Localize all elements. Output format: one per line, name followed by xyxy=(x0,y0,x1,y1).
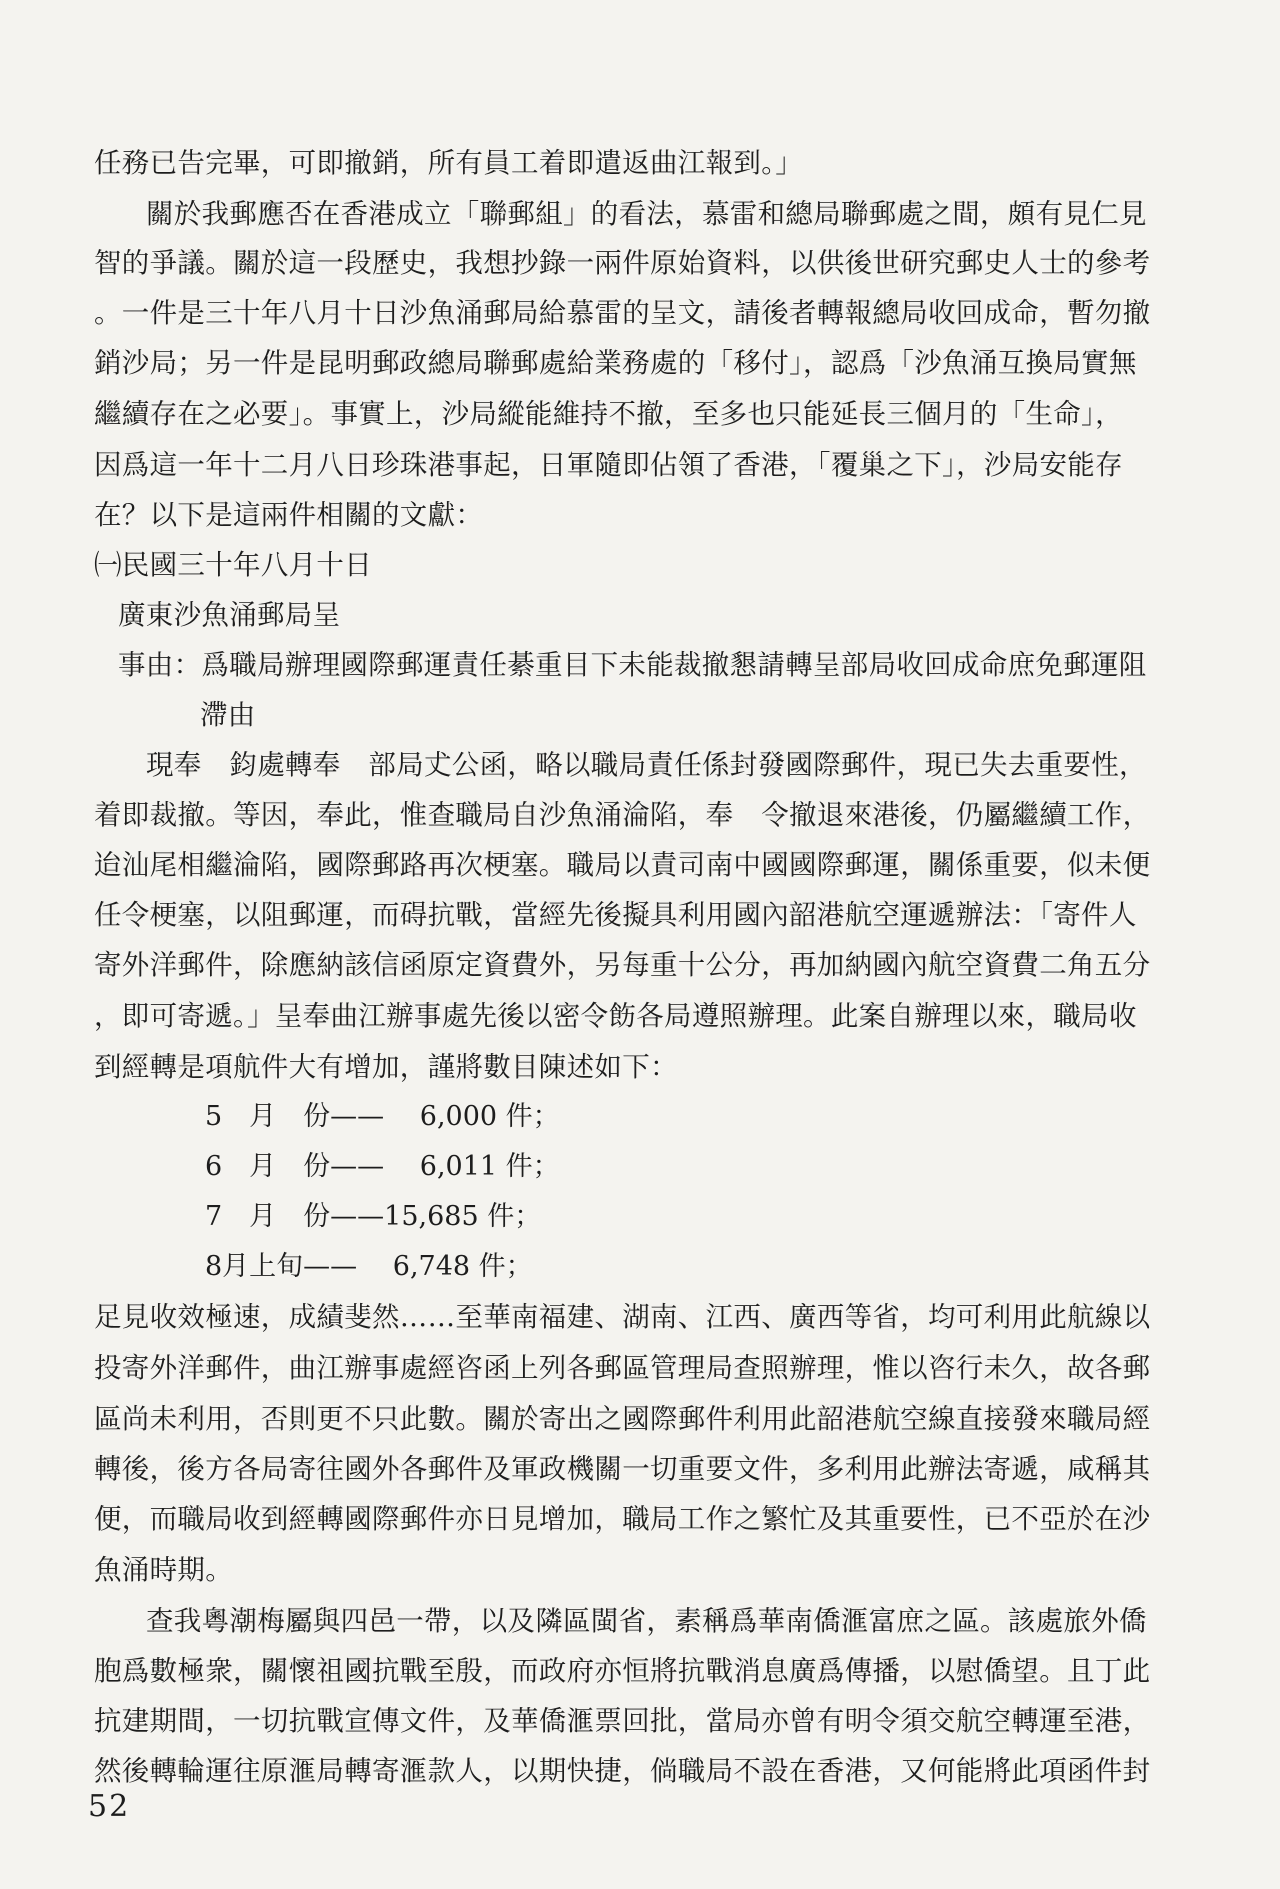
text-line: 魚涌時期。 xyxy=(94,1554,233,1586)
monthly-count: 7 月 份——15,685 件； xyxy=(205,1201,542,1232)
text-line: 到經轉是項航件大有增加，謹將數目陳述如下： xyxy=(94,1051,678,1083)
text-line: 事由：爲職局辦理國際郵運責任綦重目下未能裁撤懇請轉呈部局收回成命庶免郵運阻 xyxy=(118,649,1147,681)
text-line: ，即可寄遞。」呈奉曲江辦事處先後以密令飭各局遵照辦理。此案自辦理以來，職局收 xyxy=(94,1000,1137,1032)
text-line: 抗建期間，一切抗戰宣傳文件，及華僑滙票回批，當局亦曾有明令須交航空轉運至港， xyxy=(94,1705,1151,1737)
text-line: 着即裁撤。等因，奉此，惟查職局自沙魚涌淪陷，奉 令撤退來港後，仍屬繼續工作， xyxy=(94,799,1151,831)
text-line: 。一件是三十年八月十日沙魚涌郵局給慕雷的呈文，請後者轉報總局收回成命，暫勿撤 xyxy=(94,297,1151,329)
text-line: 關於我郵應否在香港成立「聯郵組」的看法，慕雷和總局聯郵處之間，頗有見仁見 xyxy=(146,198,1147,230)
text-line: 現奉 鈞處轉奉 部局𠀋公函，略以職局責任係封發國際郵件，現已失去重要性， xyxy=(146,749,1147,781)
text-line: 轉後，後方各局寄往國外各郵件及軍政機關一切重要文件，多利用此辦法寄遞，咸稱其 xyxy=(94,1453,1151,1485)
text-line: 任令梗塞，以阻郵運，而碍抗戰，當經先後擬具利用國內韶港航空運遞辦法：「寄件人 xyxy=(94,899,1137,931)
text-line: 滯由 xyxy=(200,699,256,731)
monthly-count: 5 月 份—— 6,000 件； xyxy=(205,1101,560,1132)
text-line: 因爲這一年十二月八日珍珠港事起，日軍隨即佔領了香港，「覆巢之下」，沙局安能存 xyxy=(94,449,1123,481)
monthly-count: 6 月 份—— 6,011 件； xyxy=(205,1151,560,1182)
text-line: 廣東沙魚涌郵局呈 xyxy=(118,599,341,631)
monthly-count: 8月上旬—— 6,748 件； xyxy=(205,1251,533,1282)
text-line: ㈠民國三十年八月十日 xyxy=(94,549,372,581)
text-line: 銷沙局；另一件是昆明郵政總局聯郵處給業務處的「移付」，認爲「沙魚涌互換局實無 xyxy=(94,347,1137,379)
text-line: 胞爲數極衆，關懷祖國抗戰至殷，而政府亦恒將抗戰消息廣爲傳播，以慰僑望。且丁此 xyxy=(94,1655,1151,1687)
text-line: 在？以下是這兩件相關的文獻： xyxy=(94,499,484,531)
text-line: 足見收效極速，成績斐然……至華南福建、湖南、江西、廣西等省，均可利用此航線以 xyxy=(94,1301,1151,1333)
text-line: 迨汕尾相繼淪陷，國際郵路再次梗塞。職局以責司南中國國際郵運，關係重要，似未便 xyxy=(94,849,1151,881)
page-number: 52 xyxy=(88,1789,131,1824)
text-line: 任務已告完畢，可即撤銷，所有員工着即遣返曲江報到。」 xyxy=(94,147,804,179)
text-line: 區尚未利用，否則更不只此數。關於寄出之國際郵件利用此韶港航空線直接發來職局經 xyxy=(94,1403,1151,1435)
text-line: 寄外洋郵件，除應納該信函原定資費外，另每重十公分，再加納國內航空資費二角五分 xyxy=(94,949,1151,981)
text-line: 智的爭議。關於這一段歷史，我想抄錄一兩件原始資料，以供後世研究郵史人士的參考 xyxy=(94,247,1151,279)
text-line: 然後轉輪運往原滙局轉寄滙款人，以期快捷，倘職局不設在香港，又何能將此項函件封 xyxy=(94,1755,1151,1787)
text-line: 查我粵潮梅屬與四邑一帶，以及隣區閩省，素稱爲華南僑滙富庶之區。該處旅外僑 xyxy=(146,1605,1147,1637)
text-line: 繼續存在之必要」。事實上，沙局縱能維持不撤，至多也只能延長三個月的「生命」， xyxy=(94,398,1123,430)
text-line: 便，而職局收到經轉國際郵件亦日見增加，職局工作之繁忙及其重要性，已不亞於在沙 xyxy=(94,1503,1151,1535)
text-line: 投寄外洋郵件，曲江辦事處經咨函上列各郵區管理局查照辦理，惟以咨行未久，故各郵 xyxy=(94,1352,1151,1384)
